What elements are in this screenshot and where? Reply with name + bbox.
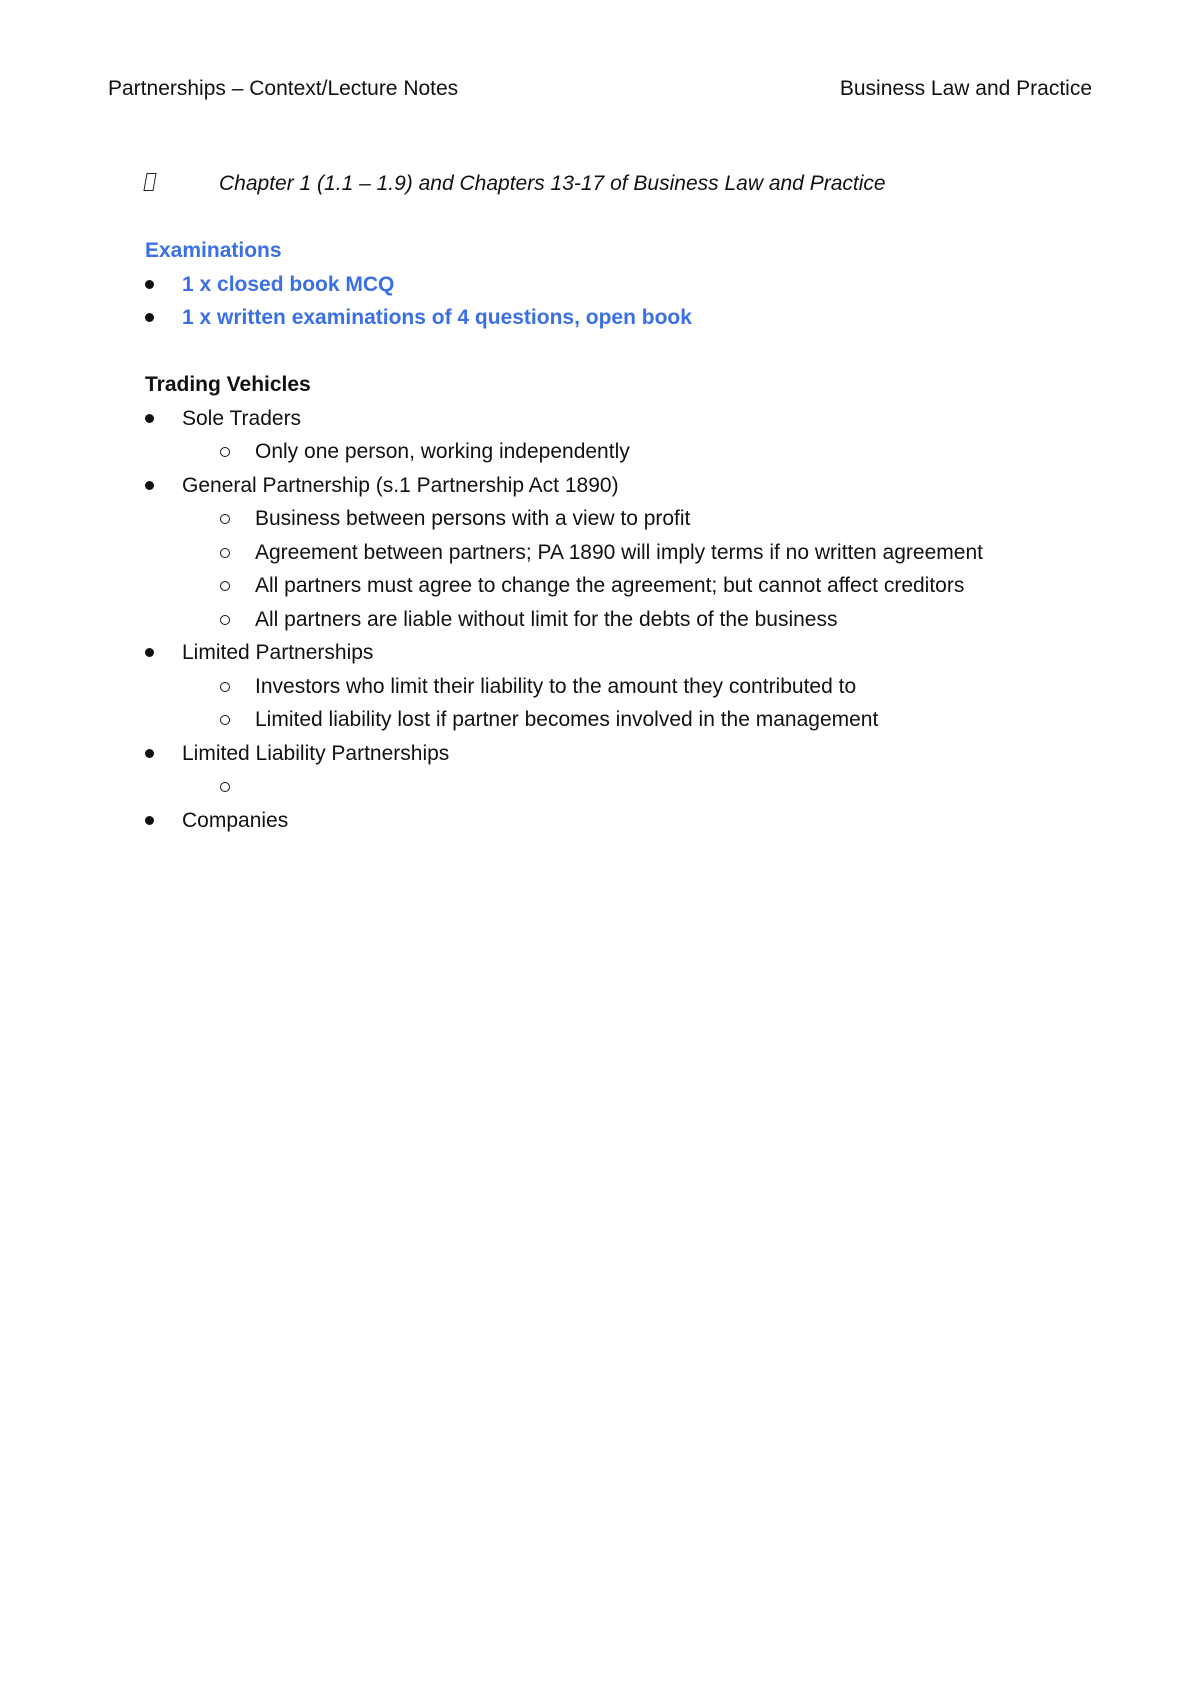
list-item-text: 1 x closed book MCQ [182,273,395,296]
list-item-text: Limited Liability Partnerships [182,742,450,765]
examinations-heading: Examinations [145,239,282,262]
trading-vehicles-heading: Trading Vehicles [145,373,311,396]
reference-text: Chapter 1 (1.1 – 1.9) and Chapters 13-17 of Business Law and Practice [219,172,886,195]
sub-list-item-text: Agreement between partners; PA 1890 will imply terms if no written agreement [255,541,983,564]
bullet-icon [145,303,167,333]
sub-list-item-text: Investors who limit their liability to the amount they contributed to [255,675,857,698]
bullet-icon [145,739,167,769]
circle-bullet-icon [218,705,240,735]
circle-bullet-icon [218,437,240,467]
page-header [108,74,1092,104]
header-title-left: Partnerships – Context/Lecture Notes [108,77,459,100]
circle-bullet-icon [218,571,240,601]
sub-list-item-text: Business between persons with a view to profit [255,507,691,530]
list-item-text: General Partnership (s.1 Partnership Act 1890) [182,474,619,497]
list-item-text: Companies [182,809,289,832]
sub-list-item-text: Only one person, working independently [255,440,630,463]
circle-bullet-icon [218,504,240,534]
bullet-icon [145,471,167,501]
bullet-icon [145,806,167,836]
list-item-text: Limited Partnerships [182,641,374,664]
bullet-icon [145,270,167,300]
list-item-text: Sole Traders [182,407,302,430]
circle-bullet-icon [218,605,240,635]
sub-list-item-text: Limited liability lost if partner becomes involved in the management [255,708,879,731]
circle-bullet-icon [218,772,240,802]
sub-list-item-text: All partners are liable without limit for the debts of the business [255,608,838,631]
bullet-icon [145,638,167,668]
sub-list-item-text: All partners must agree to change the agreement; but cannot affect creditors [255,574,965,597]
header-title-right: Business Law and Practice [839,77,1092,100]
list-item-text: 1 x written examinations of 4 questions, open book [182,306,692,329]
box-glyph-icon [143,173,156,191]
circle-bullet-icon [218,538,240,568]
bullet-icon [145,404,167,434]
circle-bullet-icon [218,672,240,702]
